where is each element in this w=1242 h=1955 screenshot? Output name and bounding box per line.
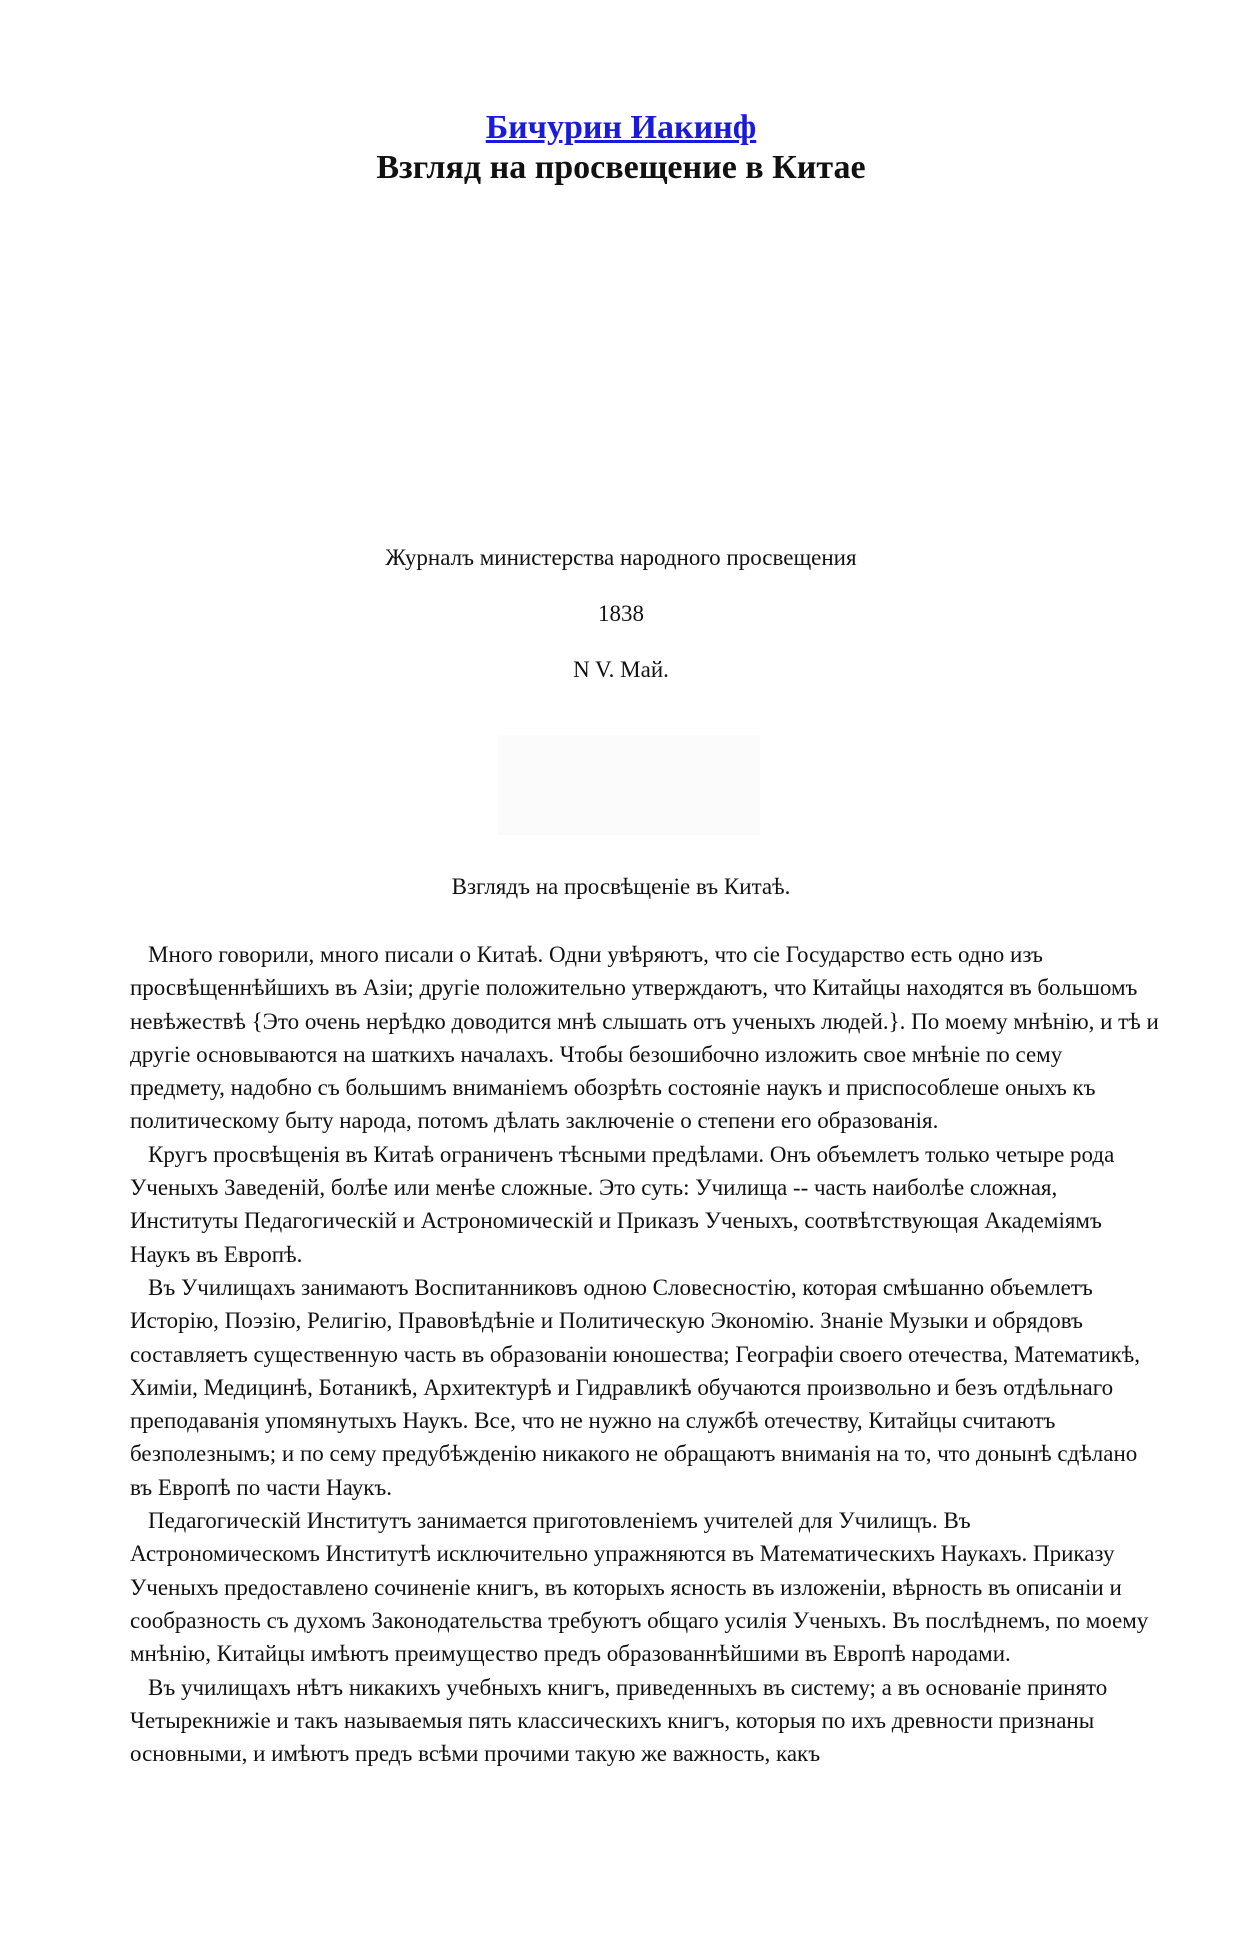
paragraph: Въ Училищахъ занимаютъ Воспитанниковъ одною Словесностію, которая смѣшанно объемлетъ Исторію, Поэзію, Религію, Правовѣдѣніе и Политическую Экономію. Знаніе Музыки и обрядовъ составляетъ существенную часть въ образованіи юношества; Географіи своего отечества, Математикѣ, Химіи, Медицинѣ, Ботаникѣ, Архитектурѣ и Гидравликѣ обучаются произвольно и безъ отдѣльнаго преподаванія упомянутыхъ Наукъ. Все, что не нужно на службѣ отечеству, Китайцы считаютъ безполезнымъ; и по сему предубѣжденію никакого не обращаютъ вниманія на то, что донынѣ сдѣлано въ Европѣ по части Наукъ. [130, 1274, 1141, 1500]
author-heading [0, 108, 1242, 148]
body-text [130, 938, 1160, 1770]
paragraph: Много говорили, много писали о Китаѣ. Одни увѣряютъ, что сіе Государство есть одно изъ просвѣщеннѣйшихъ въ Азіи; другіе положительно утверждаютъ, что Китайцы находятся въ большомъ невѣжествѣ {Это очень нерѣдко доводится мнѣ слышать отъ ученыхъ людей.}. По моему мнѣнію, и тѣ и другіе основываются на шаткихъ началахъ. Чтобы безошибочно изложить свое мнѣніе по сему предмету, надобно съ большимъ вниманіемъ обозрѣть состояніе наукъ и приспособлеше оныхъ къ политическому быту народа, потомъ дѣлать заключеніе о степени его образованія. [130, 942, 1159, 1134]
paragraph: Кругъ просвѣщенія въ Китаѣ ограниченъ тѣсными предѣлами. Онъ объемлетъ только четыре рода Ученыхъ Заведеній, болѣе или менѣе сложные. Это суть: Училища -- часть наиболѣе сложная, Институты Педагогическій и Астрономическій и Приказъ Ученыхъ, соотвѣтствующая Академіямъ Наукъ въ Европѣ. [130, 1141, 1115, 1267]
journal-name: Журналъ министерства народного просвещения [385, 545, 857, 570]
author-link[interactable]: Бичурин Иакинф [485, 109, 757, 146]
document-title: Взгляд на просвещение в Китае [376, 149, 866, 186]
publication-issue: N V. Май. [573, 657, 669, 682]
paragraph: Въ училищахъ нѣтъ никакихъ учебныхъ книгъ, приведенныхъ въ систему; а въ основаніе принято Четырекнижіе и такъ называемыя пять классическихъ книгъ, которыя по ихъ древности признаны основными, и имѣютъ предъ всѣми прочими такую же важность, какъ [130, 1674, 1108, 1767]
faint-image-placeholder [498, 735, 760, 835]
publication-year: 1838 [598, 601, 644, 626]
paragraph: Педагогическій Институтъ занимается приготовленіемъ учителей для Училищъ. Въ Астрономическомъ Институтѣ исключительно упражняются въ Математическихъ Наукахъ. Приказу Ученыхъ предоставлено сочиненіе книгъ, въ которыхъ ясность въ изложеніи, вѣрность въ описаніи и сообразность съ духомъ Законодательства требуютъ общаго усилія Ученыхъ. Въ послѣднемъ, по моему мнѣнію, Китайцы имѣютъ преимущество предъ образованнѣйшими въ Европѣ народами. [130, 1508, 1149, 1667]
section-title: Взглядъ на просвѣщеніе въ Китаѣ. [451, 874, 791, 899]
